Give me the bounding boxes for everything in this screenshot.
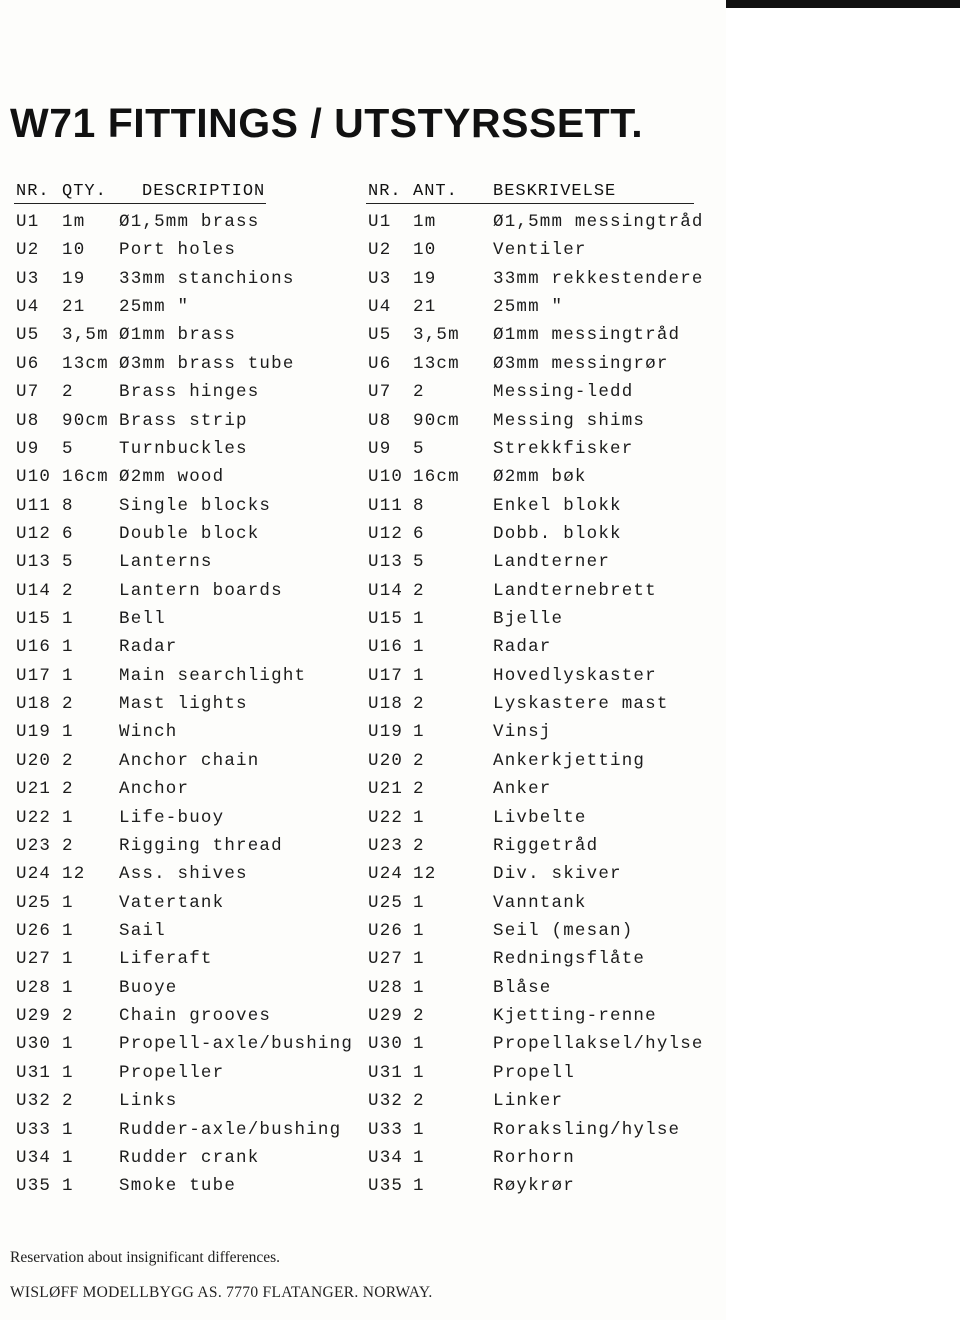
table-row (0, 1120, 726, 1148)
table-row (0, 1148, 726, 1176)
item-description: Life-buoy (119, 807, 225, 828)
item-description: Lanterns (119, 552, 213, 573)
item-beskrivelse: Div. skiver (493, 864, 622, 885)
table-row (0, 552, 726, 580)
table-row (0, 1176, 726, 1204)
item-description: Winch (119, 722, 178, 743)
item-antall: 3,5m (413, 325, 460, 346)
item-number-norwegian: U24 (368, 864, 404, 885)
item-number: U26 (16, 921, 52, 941)
item-description: Radar (119, 637, 178, 658)
item-number: U34 (16, 1147, 52, 1168)
table-row (0, 269, 726, 297)
item-description: Double block (119, 523, 260, 544)
item-number: U9 (16, 438, 40, 459)
item-number: U22 (16, 807, 52, 828)
item-beskrivelse: Redningsflåte (493, 949, 646, 970)
item-beskrivelse: Ø2mm bøk (493, 467, 587, 488)
item-beskrivelse: Røykrør (493, 1176, 575, 1197)
table-row (0, 893, 726, 921)
item-number-norwegian: U1 (368, 212, 392, 232)
item-description: Turnbuckles (119, 438, 248, 459)
item-quantity: 2 (62, 779, 74, 800)
item-description: Smoke tube (119, 1176, 237, 1197)
item-antall: 2 (413, 580, 425, 601)
item-quantity: 6 (62, 523, 74, 544)
item-number: U4 (16, 297, 40, 318)
item-quantity: 1 (62, 1176, 74, 1197)
item-quantity: 1 (62, 1062, 74, 1083)
header-ant: ANT. (413, 182, 458, 201)
item-number-norwegian: U27 (368, 949, 404, 970)
item-quantity: 2 (62, 750, 74, 771)
item-antall: 1 (413, 637, 425, 658)
item-number-norwegian: U33 (368, 1119, 404, 1140)
table-row (0, 1006, 726, 1034)
header-underline-left (14, 203, 266, 204)
item-number-norwegian: U30 (368, 1034, 404, 1055)
table-row (0, 779, 726, 807)
item-antall: 2 (413, 1091, 425, 1112)
item-number: U23 (16, 835, 52, 856)
item-beskrivelse: Landterner (493, 552, 611, 573)
item-antall: 1 (413, 1119, 425, 1140)
item-beskrivelse: Propellaksel/hylse (493, 1034, 704, 1055)
item-beskrivelse: Radar (493, 637, 552, 658)
item-quantity: 1 (62, 637, 74, 658)
table-row (0, 836, 726, 864)
table-row (0, 297, 726, 325)
item-beskrivelse: Vinsj (493, 722, 552, 743)
item-description: 33mm stanchions (119, 268, 295, 289)
item-beskrivelse: Ø3mm messingrør (493, 353, 669, 374)
item-number: U18 (16, 694, 52, 715)
item-beskrivelse: Linker (493, 1091, 564, 1112)
item-number: U28 (16, 977, 52, 998)
item-beskrivelse: Messing-ledd (493, 382, 634, 403)
item-beskrivelse: Strekkfisker (493, 438, 634, 459)
item-quantity: 1 (62, 609, 74, 630)
item-description: Ø2mm wood (119, 467, 225, 488)
item-antall: 1 (413, 977, 425, 998)
item-number-norwegian: U18 (368, 694, 404, 715)
item-description: Single blocks (119, 495, 272, 516)
item-antall: 5 (413, 438, 425, 459)
document-title: W71 FITTINGS / UTSTYRSSETT. (10, 100, 644, 146)
item-quantity: 1 (62, 977, 74, 998)
item-description: Rigging thread (119, 835, 283, 856)
item-quantity: 1 (62, 1034, 74, 1055)
table-row (0, 382, 726, 410)
item-quantity: 5 (62, 552, 74, 573)
table-row (0, 609, 726, 637)
item-number-norwegian: U12 (368, 523, 404, 544)
item-quantity: 90cm (62, 410, 109, 431)
item-number-norwegian: U8 (368, 410, 392, 431)
item-number-norwegian: U32 (368, 1091, 404, 1112)
item-quantity: 2 (62, 835, 74, 856)
item-description: Brass strip (119, 410, 248, 431)
table-row (0, 581, 726, 609)
item-beskrivelse: Vanntank (493, 892, 587, 913)
item-description: Bell (119, 609, 166, 630)
table-row (0, 637, 726, 665)
item-quantity: 5 (62, 438, 74, 459)
header-nr-norwegian: NR. (368, 182, 402, 201)
item-quantity: 10 (62, 240, 86, 261)
item-number: U10 (16, 467, 52, 488)
item-antall: 1 (413, 949, 425, 970)
table-row (0, 808, 726, 836)
item-number-norwegian: U7 (368, 382, 392, 403)
item-number-norwegian: U31 (368, 1062, 404, 1083)
table-row (0, 751, 726, 779)
item-number: U8 (16, 410, 40, 431)
item-number-norwegian: U2 (368, 240, 392, 261)
item-number-norwegian: U22 (368, 807, 404, 828)
item-number-norwegian: U25 (368, 892, 404, 913)
table-row (0, 496, 726, 524)
item-description: Rudder-axle/bushing (119, 1119, 342, 1140)
item-antall: 13cm (413, 353, 460, 374)
item-number: U20 (16, 750, 52, 771)
item-beskrivelse: Lyskastere mast (493, 694, 669, 715)
item-number-norwegian: U21 (368, 779, 404, 800)
item-beskrivelse: Dobb. blokk (493, 523, 622, 544)
item-number: U29 (16, 1006, 52, 1027)
table-row (0, 354, 726, 382)
item-number: U19 (16, 722, 52, 743)
item-beskrivelse: Anker (493, 779, 552, 800)
item-description: Sail (119, 921, 166, 941)
item-number-norwegian: U19 (368, 722, 404, 743)
item-number: U30 (16, 1034, 52, 1055)
item-quantity: 13cm (62, 353, 109, 374)
item-quantity: 2 (62, 382, 74, 403)
item-description: Main searchlight (119, 665, 307, 686)
item-number: U33 (16, 1119, 52, 1140)
item-number: U24 (16, 864, 52, 885)
table-row (0, 240, 726, 268)
item-description: Ø1mm brass (119, 325, 237, 346)
header-nr: NR. (16, 182, 50, 201)
item-beskrivelse: Seil (mesan) (493, 921, 634, 941)
header-description: DESCRIPTION (142, 182, 266, 201)
item-number-norwegian: U14 (368, 580, 404, 601)
item-quantity: 1 (62, 892, 74, 913)
item-quantity: 2 (62, 580, 74, 601)
item-antall: 2 (413, 750, 425, 771)
item-description: Chain grooves (119, 1006, 272, 1027)
table-row (0, 1063, 726, 1091)
item-number: U35 (16, 1176, 52, 1197)
table-row (0, 411, 726, 439)
header-beskrivelse: BESKRIVELSE (493, 182, 617, 201)
item-quantity: 1 (62, 1147, 74, 1168)
item-number-norwegian: U20 (368, 750, 404, 771)
item-number-norwegian: U16 (368, 637, 404, 658)
item-beskrivelse: Ventiler (493, 240, 587, 261)
item-quantity: 12 (62, 864, 86, 885)
item-quantity: 1 (62, 1119, 74, 1140)
item-number: U1 (16, 212, 40, 232)
item-quantity: 1m (62, 212, 86, 232)
item-beskrivelse: Hovedlyskaster (493, 665, 657, 686)
item-quantity: 2 (62, 694, 74, 715)
table-row (0, 666, 726, 694)
table-row (0, 864, 726, 892)
table-row (0, 1091, 726, 1119)
item-antall: 16cm (413, 467, 460, 488)
item-beskrivelse: Bjelle (493, 609, 564, 630)
item-number-norwegian: U5 (368, 325, 392, 346)
reservation-note: Reservation about insignificant differences. (10, 1249, 281, 1266)
item-quantity: 1 (62, 921, 74, 941)
table-row (0, 978, 726, 1006)
item-number: U32 (16, 1091, 52, 1112)
item-beskrivelse: Livbelte (493, 807, 587, 828)
item-number-norwegian: U17 (368, 665, 404, 686)
item-number: U15 (16, 609, 52, 630)
item-antall: 90cm (413, 410, 460, 431)
item-antall: 1 (413, 1176, 425, 1197)
item-description: Ø1,5mm brass (119, 212, 260, 232)
item-number-norwegian: U9 (368, 438, 392, 459)
item-quantity: 2 (62, 1091, 74, 1112)
item-number-norwegian: U15 (368, 609, 404, 630)
item-beskrivelse: 25mm " (493, 297, 564, 318)
item-antall: 6 (413, 523, 425, 544)
item-antall: 21 (413, 297, 437, 318)
table-row (0, 694, 726, 722)
table-row (0, 921, 726, 949)
item-antall: 12 (413, 864, 437, 885)
item-number-norwegian: U6 (368, 353, 392, 374)
table-row (0, 439, 726, 467)
item-description: Port holes (119, 240, 237, 261)
item-number-norwegian: U29 (368, 1006, 404, 1027)
item-antall: 8 (413, 495, 425, 516)
item-description: Buoye (119, 977, 178, 998)
item-antall: 2 (413, 835, 425, 856)
item-description: Vatertank (119, 892, 225, 913)
item-antall: 5 (413, 552, 425, 573)
item-quantity: 1 (62, 807, 74, 828)
item-beskrivelse: Propell (493, 1062, 575, 1083)
item-description: 25mm " (119, 297, 190, 318)
item-number-norwegian: U34 (368, 1147, 404, 1168)
item-antall: 1 (413, 1034, 425, 1055)
item-description: Mast lights (119, 694, 248, 715)
item-description: Liferaft (119, 949, 213, 970)
item-antall: 1 (413, 609, 425, 630)
item-antall: 1 (413, 665, 425, 686)
item-number-norwegian: U23 (368, 835, 404, 856)
item-number: U12 (16, 523, 52, 544)
item-beskrivelse: Riggetråd (493, 835, 599, 856)
item-number: U6 (16, 353, 40, 374)
item-number-norwegian: U11 (368, 495, 404, 516)
item-number-norwegian: U13 (368, 552, 404, 573)
table-row (0, 467, 726, 495)
company-address: WISLØFF MODELLBYGG AS. 7770 FLATANGER. NORWAY. (10, 1284, 433, 1301)
item-quantity: 1 (62, 665, 74, 686)
header-underline-right (366, 203, 694, 204)
item-antall: 2 (413, 779, 425, 800)
item-beskrivelse: Kjetting-renne (493, 1006, 657, 1027)
item-number-norwegian: U35 (368, 1176, 404, 1197)
item-beskrivelse: Ø1,5mm messingtråd (493, 212, 704, 232)
item-beskrivelse: Messing shims (493, 410, 646, 431)
item-antall: 1 (413, 722, 425, 743)
item-number: U21 (16, 779, 52, 800)
item-beskrivelse: Ø1mm messingtråd (493, 325, 681, 346)
item-number: U2 (16, 240, 40, 261)
item-quantity: 19 (62, 268, 86, 289)
item-description: Rudder crank (119, 1147, 260, 1168)
item-description: Brass hinges (119, 382, 260, 403)
table-row (0, 1034, 726, 1062)
item-antall: 1 (413, 1147, 425, 1168)
item-number-norwegian: U3 (368, 268, 392, 289)
item-antall: 2 (413, 382, 425, 403)
item-number-norwegian: U28 (368, 977, 404, 998)
table-row (0, 722, 726, 750)
item-description: Propeller (119, 1062, 225, 1083)
table-row (0, 212, 726, 240)
item-number: U16 (16, 637, 52, 658)
item-antall: 1 (413, 1062, 425, 1083)
item-antall: 1 (413, 921, 425, 941)
item-quantity: 16cm (62, 467, 109, 488)
item-number-norwegian: U26 (368, 921, 404, 941)
item-quantity: 21 (62, 297, 86, 318)
item-beskrivelse: Blåse (493, 977, 552, 998)
item-number: U31 (16, 1062, 52, 1083)
item-antall: 19 (413, 268, 437, 289)
table-row (0, 949, 726, 977)
item-antall: 1m (413, 212, 437, 232)
item-description: Anchor chain (119, 750, 260, 771)
item-beskrivelse: Roraksling/hylse (493, 1119, 681, 1140)
item-number: U17 (16, 665, 52, 686)
item-description: Lantern boards (119, 580, 283, 601)
item-quantity: 1 (62, 722, 74, 743)
item-antall: 1 (413, 807, 425, 828)
item-antall: 2 (413, 694, 425, 715)
table-row (0, 325, 726, 353)
item-beskrivelse: Ankerkjetting (493, 750, 646, 771)
item-description: Propell-axle/bushing (119, 1034, 354, 1055)
item-number: U11 (16, 495, 52, 516)
header-qty: QTY. (62, 182, 107, 201)
item-antall: 10 (413, 240, 437, 261)
item-description: Ass. shives (119, 864, 248, 885)
item-number: U14 (16, 580, 52, 601)
item-beskrivelse: Rorhorn (493, 1147, 575, 1168)
item-number: U7 (16, 382, 40, 403)
item-number: U3 (16, 268, 40, 289)
item-quantity: 3,5m (62, 325, 109, 346)
item-number-norwegian: U10 (368, 467, 404, 488)
item-description: Anchor (119, 779, 190, 800)
item-number: U27 (16, 949, 52, 970)
item-number: U25 (16, 892, 52, 913)
item-beskrivelse: Landternebrett (493, 580, 657, 601)
item-beskrivelse: Enkel blokk (493, 495, 622, 516)
item-quantity: 8 (62, 495, 74, 516)
item-antall: 1 (413, 892, 425, 913)
item-quantity: 1 (62, 949, 74, 970)
item-antall: 2 (413, 1006, 425, 1027)
item-number: U5 (16, 325, 40, 346)
item-description: Links (119, 1091, 178, 1112)
item-quantity: 2 (62, 1006, 74, 1027)
item-number-norwegian: U4 (368, 297, 392, 318)
item-number: U13 (16, 552, 52, 573)
scan-edge (726, 0, 960, 8)
item-description: Ø3mm brass tube (119, 353, 295, 374)
item-beskrivelse: 33mm rekkestendere (493, 268, 704, 289)
table-row (0, 524, 726, 552)
